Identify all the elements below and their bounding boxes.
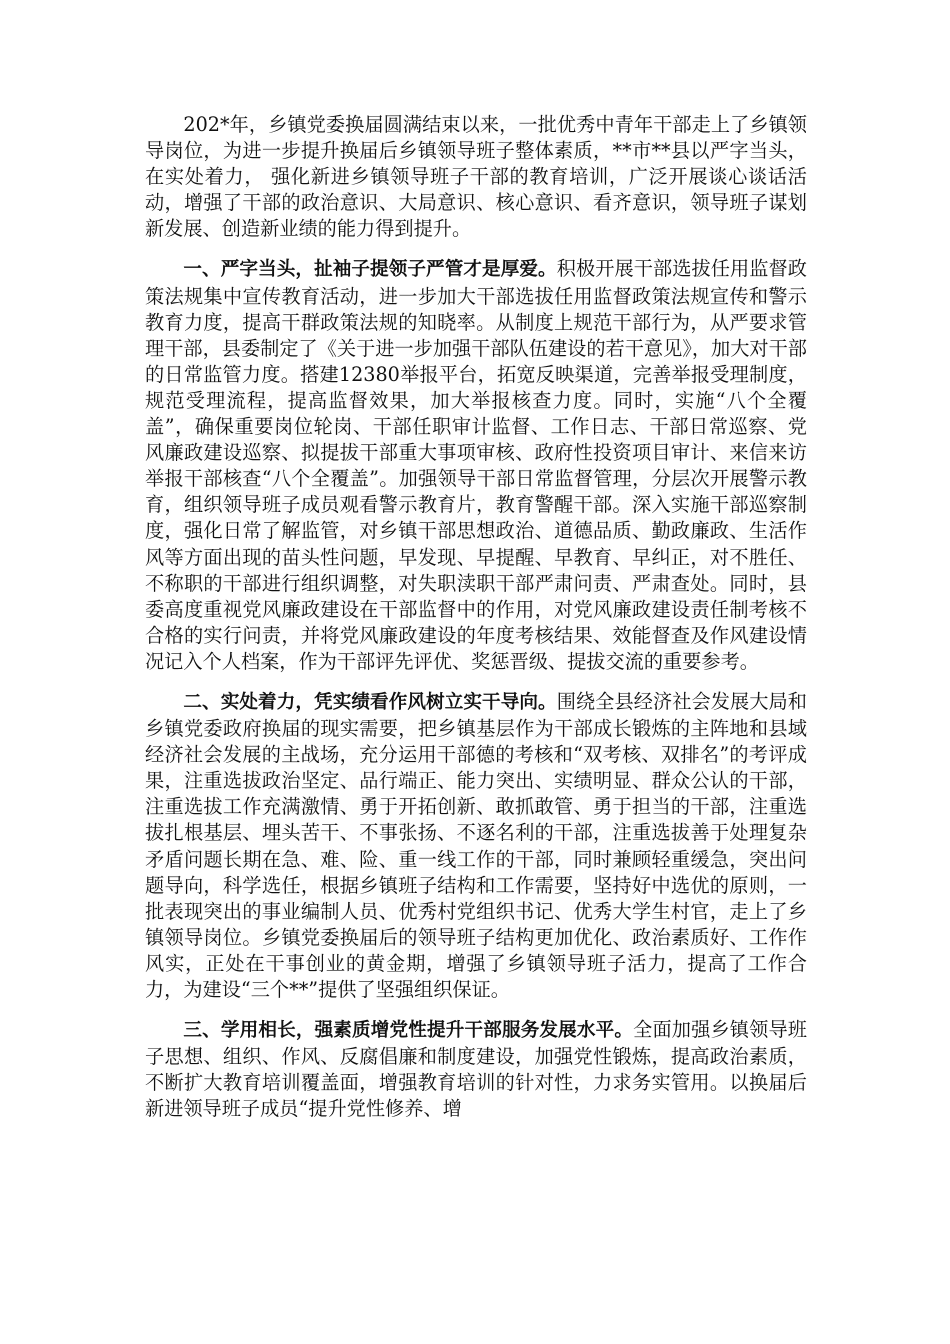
document-page <box>145 112 807 1136</box>
section-3-paragraph <box>145 1017 807 1122</box>
section-2-paragraph <box>145 689 807 1003</box>
section-2-heading: 二、实处着力，凭实绩看作风树立实干导向。 <box>183 691 557 713</box>
section-1-paragraph <box>145 256 807 675</box>
section-3-heading: 三、学用相长，强素质增党性提升干部服务发展水平。 <box>183 1020 634 1042</box>
section-1-body: 积极开展干部选拔任用监督政策法规集中宣传教育活动，进一步加大干部选拔任用监督政策法规宣传和警示教育力度，提高干群政策法规的知晓率。从制度上规范干部行为，从严要求管理干部，县委制定了《关于进一步加强干部队伍建设的若干意见》，加大对干部的日常监管力度。搭建12380举报平台，拓宽反映渠道，完善举报受理制度，规范受理流程，提高监督效果，加大举报核查力度。同时，实施“八个全覆盖”，确保重要岗位轮岗、干部任职审计监督、工作日志、干部日常巡察、党风廉政建设巡察、拟提拔干部重大事项审核、政府性投资项目审计、来信来访举报干部核查“八个全覆盖”。加强领导干部日常监督管理，分层次开展警示教育，组织领导班子成员观看警示教育片，教育警醒干部。深入实施干部巡察制度，强化日常了解监管，对乡镇干部思想政治、道德品质、勤政廉政、生活作风等方面出现的苗头性问题，早发现、早提醒、早教育、早纠正，对不胜任、不称职的干部进行组织调整，对失职渎职干部严肃问责、严肃查处。同时，县委高度重视党风廉政建设在干部监督中的作用，对党风廉政建设责任制考核不合格的实行问责，并将党风廉政建设的年度考核结果、效能督查及作风建设情况记入个人档案，作为干部评先评优、奖惩晋级、提拔交流的重要参考。 <box>145 257 807 673</box>
section-2-body: 围绕全县经济社会发展大局和乡镇党委政府换届的现实需要，把乡镇基层作为干部成长锻炼的主阵地和县域经济社会发展的主战场，充分运用干部德的考核和“双考核、双排名”的考评成果，注重选拔政治坚定、品行端正、能力突出、实绩明显、群众公认的干部，注重选拔工作充满激情、勇于开拓创新、敢抓敢管、勇于担当的干部，注重选拔扎根基层、埋头苦干、不事张扬、不逐名利的干部，注重选拔善于处理复杂矛盾问题长期在急、难、险、重一线工作的干部，同时兼顾轻重缓急，突出问题导向，科学选任，根据乡镇班子结构和工作需要，坚持好中选优的原则，一批表现突出的事业编制人员、优秀村党组织书记、优秀大学生村官，走上了乡镇领导岗位。乡镇党委换届后的领导班子结构更加优化、政治素质好、工作作风实，正处在干事创业的黄金期，增强了乡镇领导班子活力，提高了工作合力，为建设“三个**”提供了坚强组织保证。 <box>145 689 807 1001</box>
section-1-heading: 一、严字当头，扯袖子提领子严管才是厚爱。 <box>183 259 557 281</box>
section-3-body: 全面加强乡镇领导班子思想、组织、作风、反腐倡廉和制度建设，加强党性锻炼，提高政治素质，不断扩大教育培训覆盖面，增强教育培训的针对性，力求务实管用。以换届后新进领导班子成员“提升党性修养、增 <box>145 1018 807 1121</box>
intro-paragraph: 202*年，乡镇党委换届圆满结束以来，一批优秀中青年干部走上了乡镇领导岗位，为进一步提升换届后乡镇领导班子整体素质，**市**县以严字当头，在实处着力， 强化新进乡镇领导班子干部的教育培训，广泛开展谈心谈话活动，增强了干部的政治意识、大局意识、核心意识、看齐意识，领导班子谋划新发展、创造新业绩的能力得到提升。 <box>145 113 807 241</box>
